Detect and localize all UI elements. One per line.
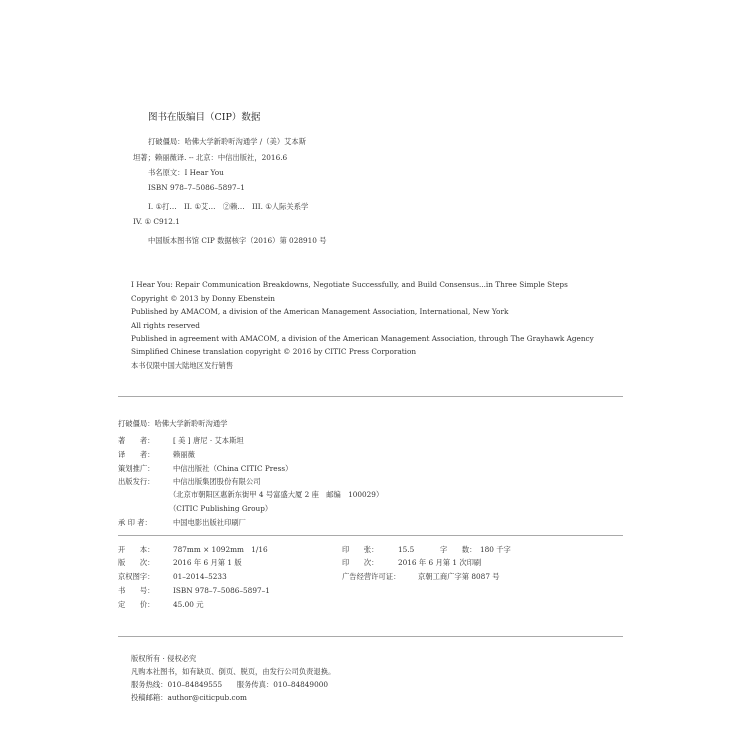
cip-line-1: 打破僵局：哈佛大学新聆听沟通学 /（美）艾本斯: [148, 137, 307, 146]
publisher-label: 出版发行：: [118, 477, 155, 486]
cip-isbn: ISBN 978–7–5086–5897–1: [148, 183, 245, 192]
all-rights-line: All rights reserved: [131, 321, 200, 330]
sheets-value: 15.5: [398, 545, 415, 554]
divider-top: [118, 396, 623, 397]
format-label: 开 本：: [118, 545, 155, 554]
isbn-label: 书 号：: [118, 586, 155, 595]
edition-label: 版 次：: [118, 558, 155, 567]
isbn-value: ISBN 978–7–5086–5897–1: [173, 586, 270, 595]
original-full-title: I Hear You: Repair Communication Breakdowns, Negotiate Successfully, and Build Consensus...in Three Simple Steps: [131, 280, 568, 289]
publisher-group: （CITIC Publishing Group）: [169, 504, 273, 513]
divider-bottom: [118, 636, 623, 637]
sales-region-line: 本书仅限中国大陆地区发行销售: [131, 361, 234, 370]
returns-notice: 凡购本社图书，如有缺页、倒页、脱页，由发行公司负责退换。: [131, 667, 336, 676]
price-label: 定 价：: [118, 600, 155, 609]
book-title: 打破僵局：哈佛大学新聆听沟通学: [118, 419, 228, 428]
publisher-value: 中信出版集团股份有限公司: [173, 477, 261, 486]
words-label: 字 数：: [440, 545, 477, 554]
contract-label: 京权图字：: [118, 572, 155, 581]
cip-heading: 图书在版编目（CIP）数据: [148, 112, 261, 123]
printer-label: 承 印 者：: [118, 518, 152, 527]
service-hotline: 服务热线：010–84849555 服务传真：010–84849000: [131, 680, 328, 689]
publisher-address: （北京市朝阳区惠新东街甲 4 号富盛大厦 2 座 邮编 100029）: [169, 490, 384, 499]
printing-value: 2016 年 6 月第 1 次印刷: [398, 558, 482, 567]
rights-notice: 版权所有 · 侵权必究: [131, 654, 197, 663]
sheets-label: 印 张：: [342, 545, 379, 554]
edition-value: 2016 年 6 月第 1 版: [173, 558, 242, 567]
translator-label: 译 者：: [118, 450, 155, 459]
cip-original-title: 书名原文：I Hear You: [148, 168, 224, 177]
contract-value: 01–2014–5233: [173, 572, 227, 581]
words-value: 180 千字: [480, 545, 511, 554]
translation-copyright-line: Simplified Chinese translation copyright © 2016 by CITIC Press Corporation: [131, 347, 417, 356]
cip-record-number: 中国版本图书馆 CIP 数据核字（2016）第 028910 号: [148, 236, 327, 245]
divider-middle: [118, 535, 623, 536]
cip-line-2: 坦著；赖丽薇译. -- 北京：中信出版社，2016.6: [133, 153, 288, 162]
translator-value: 赖丽薇: [173, 450, 195, 459]
price-value: 45.00 元: [173, 600, 204, 609]
format-value: 787mm × 1092mm 1/16: [173, 545, 268, 554]
author-value: [ 美 ] 唐尼 · 艾本斯坦: [173, 436, 244, 445]
submission-email: 投稿邮箱：author@citicpub.com: [131, 693, 247, 702]
cip-classification-1: I. ①打… II. ①艾… ②赖… III. ①人际关系学: [148, 202, 309, 211]
planner-value: 中信出版社（China CITIC Press）: [173, 464, 293, 473]
printer-value: 中国电影出版社印刷厂: [173, 518, 246, 527]
author-label: 著 者：: [118, 436, 155, 445]
cip-classification-2: IV. ① C912.1: [133, 217, 180, 226]
ad-license-value: 京朝工商广字第 8087 号: [418, 572, 500, 581]
printing-label: 印 次：: [342, 558, 379, 567]
planner-label: 策划推广：: [118, 464, 155, 473]
ad-license-label: 广告经营许可证：: [342, 572, 401, 581]
copyright-line: Copyright © 2013 by Donny Ebenstein: [131, 294, 275, 303]
agreement-line: Published in agreement with AMACOM, a division of the American Management Association, through The Grayhawk Agency: [131, 334, 594, 343]
published-by-line: Published by AMACOM, a division of the American Management Association, International, New York: [131, 307, 509, 316]
